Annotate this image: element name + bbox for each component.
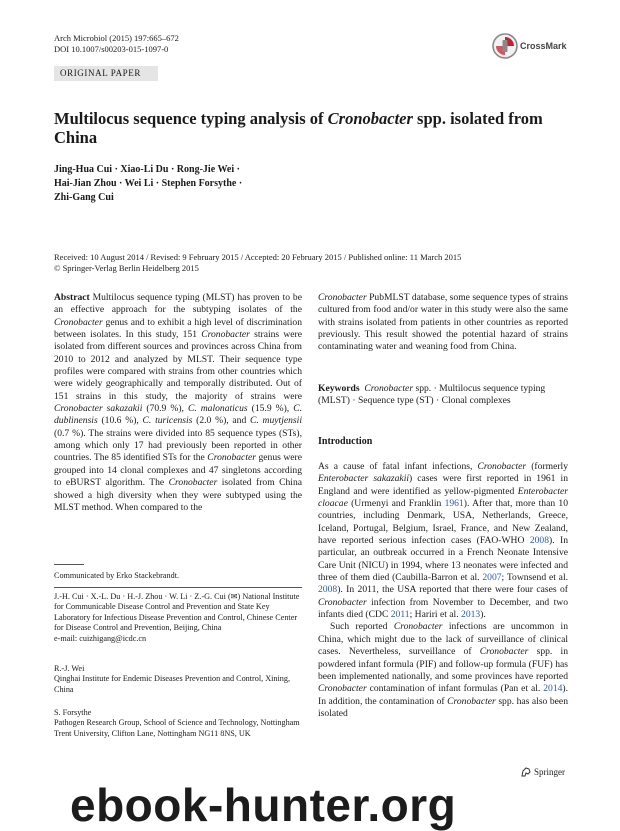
intro-part: infection from November to December, and two infants died (CDC (318, 596, 568, 621)
affiliation-text: J.-H. Cui · X.-L. Du · H.-J. Zhou · W. Li · Z.-G. Cui (✉) National Institute for Communicable Disease Control and Prevention and State Key Laboratory for Infectious Disease Prevention and Control, Chinese Center for Disease Control and Prevention, Beijing, China (54, 592, 300, 633)
journal-citation: Arch Microbiol (2015) 197:665–672 (54, 33, 179, 43)
citation-link[interactable]: 2014 (543, 683, 563, 695)
crossmark-icon (492, 33, 518, 59)
intro-italic: Enterobacter sakazakii (318, 473, 410, 485)
abstract-label: Abstract (54, 292, 90, 303)
intro-part: infections are uncommon in China, which might due to the lack of surveillance of clinical cases. Nevertheless, surveillance of (318, 621, 568, 658)
publication-dates (54, 252, 584, 274)
intro-part: ) cases were first reported in 1961 in England and were identified as yellow-pigmented (318, 473, 568, 497)
citation-link[interactable]: 2007 (482, 572, 502, 584)
keywords (318, 383, 568, 408)
intro-part: ; Hariri et al. (409, 609, 462, 621)
title-prefix: Multilocus sequence typing analysis of (54, 109, 328, 128)
intro-part: ). In particular, an outbreak occurred in a French Neonate Intensive Care Unit (NICU) in 1994, where 13 neonates were infected and three of them died (Caubilla-Barron et al. (318, 535, 569, 584)
intro-part: ). (480, 609, 486, 621)
intro-part: spp. in powdered infant formula (PIF) and follow-up formula (FUF) has been implemented nationally, and some provinces have reported (318, 646, 568, 682)
keyword-italic: Cronobacter (364, 383, 414, 394)
citation-link[interactable]: 2008 (318, 584, 338, 596)
publisher-logo (520, 766, 565, 778)
abstract-part: (10.6 %), (97, 415, 143, 427)
species-name: C. turicensis (142, 415, 193, 427)
journal-header (54, 33, 179, 55)
citation-link[interactable]: 2011 (390, 609, 410, 621)
author-line[interactable]: Zhi-Gang Cui (54, 192, 114, 203)
copyright: © Springer-Verlag Berlin Heidelberg 2015 (54, 263, 199, 273)
keywords-label: Keywords (318, 383, 360, 394)
article-type-label: ORIGINAL PAPER (54, 66, 158, 81)
abstract-part: strains were isolated from different sources and provinces across China from 2010 to 2012 and analyzed by MLST. Their sequence type profiles were compared with strains from other countries which were widely geographically and temporally distributed. Out of 151 strains in this study, the majority of strains were (54, 329, 302, 402)
intro-part: ). After that, more than 10 countries, including Denmark, USA, Netherlands, Greece, Iceland, Portugal, Belgium, Israel, France, and New Zealand, have reported serious infection cases (FAO-WHO (318, 498, 568, 547)
intro-part: spp. has also been isolated (318, 695, 568, 719)
footnote-rule-short (54, 564, 84, 565)
intro-part: As a cause of fatal infant infections, (318, 461, 478, 472)
watermark: ebook-hunter.org (70, 779, 457, 831)
title-genus: Cronobacter (327, 109, 413, 128)
intro-part: ). In 2011, the USA reported that there were four cases of (337, 584, 568, 596)
abstract-italic: Cronobacter (168, 477, 218, 489)
abstract-italic: Cronobacter (54, 316, 103, 328)
affiliation-3 (54, 708, 304, 739)
abstract-part: (0.7 %). The strains were divided into 85 sequence types (STs), among which only 17 had previously been reported in other countries. The 85 identified STs for the (54, 427, 302, 464)
intro-italic: Cronobacter (477, 461, 527, 472)
citation-link[interactable]: 2013 (461, 609, 481, 621)
affiliation-name: S. Forsythe (54, 708, 92, 717)
intro-part: (formerly (526, 461, 568, 472)
springer-horse-icon (520, 766, 532, 778)
intro-italic: Cronobacter (318, 596, 367, 608)
intro-part: contamination of infant formulas (Pan et al. (366, 683, 544, 695)
intro-part: ; Townsend et al. (501, 572, 569, 584)
affiliation-2 (54, 664, 304, 695)
author-list (54, 163, 394, 205)
crossmark-label: CrossMark (520, 41, 567, 51)
abstract-part: isolated from China showed a high diversity when they were subtyped using the MLST method. When compared to the (54, 477, 302, 513)
intro-part: Such reported (330, 621, 394, 633)
paper-title (54, 109, 574, 147)
abstract-part: (70.9 %), (142, 403, 188, 415)
affiliation-text: Qinghai Institute for Endemic Diseases Prevention and Control, Xining, China (54, 674, 291, 694)
author-line[interactable]: Hai-Jian Zhou · Wei Li · Stephen Forsythe · (54, 178, 243, 189)
affiliation-1 (54, 592, 304, 644)
publisher-name: Springer (534, 767, 565, 777)
title-suffix: spp. isolated from China (54, 109, 543, 147)
abstract-part: Multilocus sequence typing (MLST) has proven to be an effective approach for the subtyping isolates of the (54, 292, 302, 316)
abstract-italic: Cronobacter (201, 329, 250, 341)
citation-link[interactable]: 2008 (529, 535, 550, 547)
abstract-continued (318, 292, 568, 354)
affiliation-text: Pathogen Research Group, School of Science and Technology, Nottingham Trent University, Clifton Lane, Nottingham NG11 8NS, UK (54, 718, 300, 738)
intro-italic: Cronobacter (318, 683, 367, 695)
abstract-part: genus were grouped into 14 clonal complexes and 47 singletons according to eBURST algorithm. The (54, 452, 302, 489)
abstract-part: (2.0 %), and (192, 415, 251, 427)
intro-part: (Urmenyi and Franklin (347, 498, 445, 510)
abstract-italic: Cronobacter (207, 452, 256, 464)
abstract-part: PubMLST database, some sequence types of strains cultured from food and/or water in this study were also the same with strains isolated from patients in other countries as reported previously. This result showed the potential hazard of strains contaminating water and weaning food from China. (318, 292, 568, 353)
abstract-italic: Cronobacter (318, 292, 367, 303)
communicated-by: Communicated by Erko Stackebrandt. (54, 571, 180, 580)
intro-italic: Cronobacter (479, 646, 529, 658)
section-heading: Introduction (318, 436, 373, 447)
citation-link[interactable]: 1961 (444, 498, 464, 510)
date-history: Received: 10 August 2014 / Revised: 9 February 2015 / Accepted: 20 February 2015 / Published online: 11 March 2015 (54, 252, 462, 262)
species-name: C. dublinensis (54, 403, 303, 427)
journal-doi: DOI 10.1007/s00203-015-1097-0 (54, 44, 169, 54)
intro-italic: Cronobacter (393, 621, 443, 633)
abstract-part: genus and to exhibit a high level of discrimination between isolates. In this study, 151 (54, 316, 302, 341)
intro-italic: Cronobacter (447, 695, 496, 707)
abstract-text (54, 292, 302, 514)
species-name: C. malonaticus (187, 403, 248, 415)
footnote-rule (54, 587, 302, 588)
intro-italic: Enterobacter cloacae (318, 485, 568, 510)
introduction-text (318, 461, 568, 720)
intro-part: ). In addition, the contamination of (318, 683, 568, 707)
abstract-part: (15.9 %), (247, 403, 294, 415)
keywords-text: spp. · Multilocus sequence typing (MLST) · Sequence type (ST) · Clonal complexes (318, 383, 546, 407)
author-line[interactable]: Jing-Hua Cui · Xiao-Li Du · Rong-Jie Wei · (54, 164, 240, 175)
email-link[interactable]: e-mail: cuizhigang@icdc.cn (54, 633, 147, 643)
species-name: C. muytjensii (250, 415, 302, 427)
species-name: Cronobacter sakazakii (54, 403, 143, 415)
affiliation-name: R.-J. Wei (54, 664, 85, 673)
crossmark-badge[interactable] (492, 32, 592, 60)
